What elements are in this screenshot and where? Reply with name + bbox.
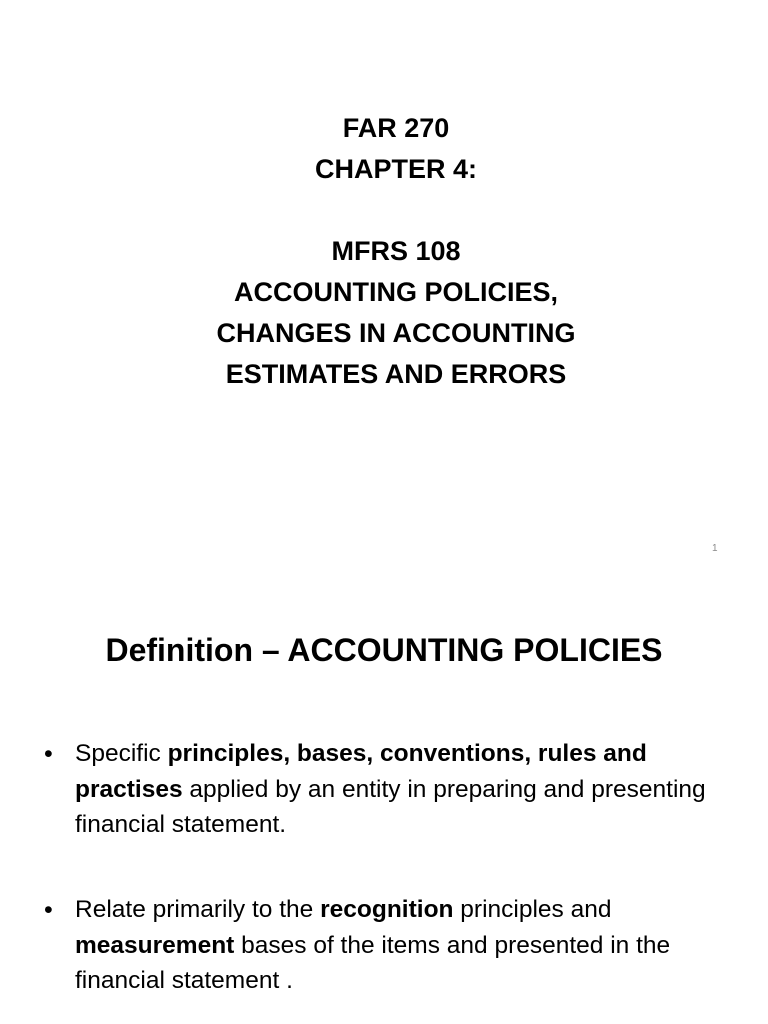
topic-line-2: CHANGES IN ACCOUNTING bbox=[216, 318, 576, 348]
chapter-label: CHAPTER 4: bbox=[314, 154, 477, 184]
page-number: 1 bbox=[712, 543, 718, 554]
bullet-text-run: principles and bbox=[453, 896, 612, 923]
topic-line-1: ACCOUNTING POLICIES, bbox=[233, 277, 558, 307]
bullet-bold-run: recognition bbox=[320, 896, 454, 923]
bullet-bold-run: principles, bases, conventions, rules and practises bbox=[75, 740, 647, 803]
slide-heading: Definition – ACCOUNTING POLICIES bbox=[105, 632, 663, 668]
bullet-text bbox=[75, 736, 715, 843]
bullet-text-run: Relate primarily to the bbox=[75, 896, 321, 923]
bullet-text-run: applied by an entity in preparing and presenting financial statement. bbox=[75, 775, 706, 838]
course-code: FAR 270 bbox=[342, 113, 450, 143]
bullet-text-run: Specific bbox=[75, 740, 168, 767]
bullet-marker: • bbox=[44, 740, 53, 768]
bullet-text-run: bases of the items and presented in the financial statement . bbox=[75, 931, 671, 994]
standard-code: MFRS 108 bbox=[331, 236, 461, 266]
bullet-text bbox=[75, 892, 715, 999]
bullet-bold-run: measurement bbox=[75, 931, 235, 959]
definition-slide bbox=[0, 576, 768, 1024]
slide-title bbox=[0, 108, 768, 395]
title-spacer bbox=[0, 190, 768, 231]
topic-line-3: ESTIMATES AND ERRORS bbox=[225, 359, 567, 389]
bullet-marker: • bbox=[44, 896, 53, 924]
